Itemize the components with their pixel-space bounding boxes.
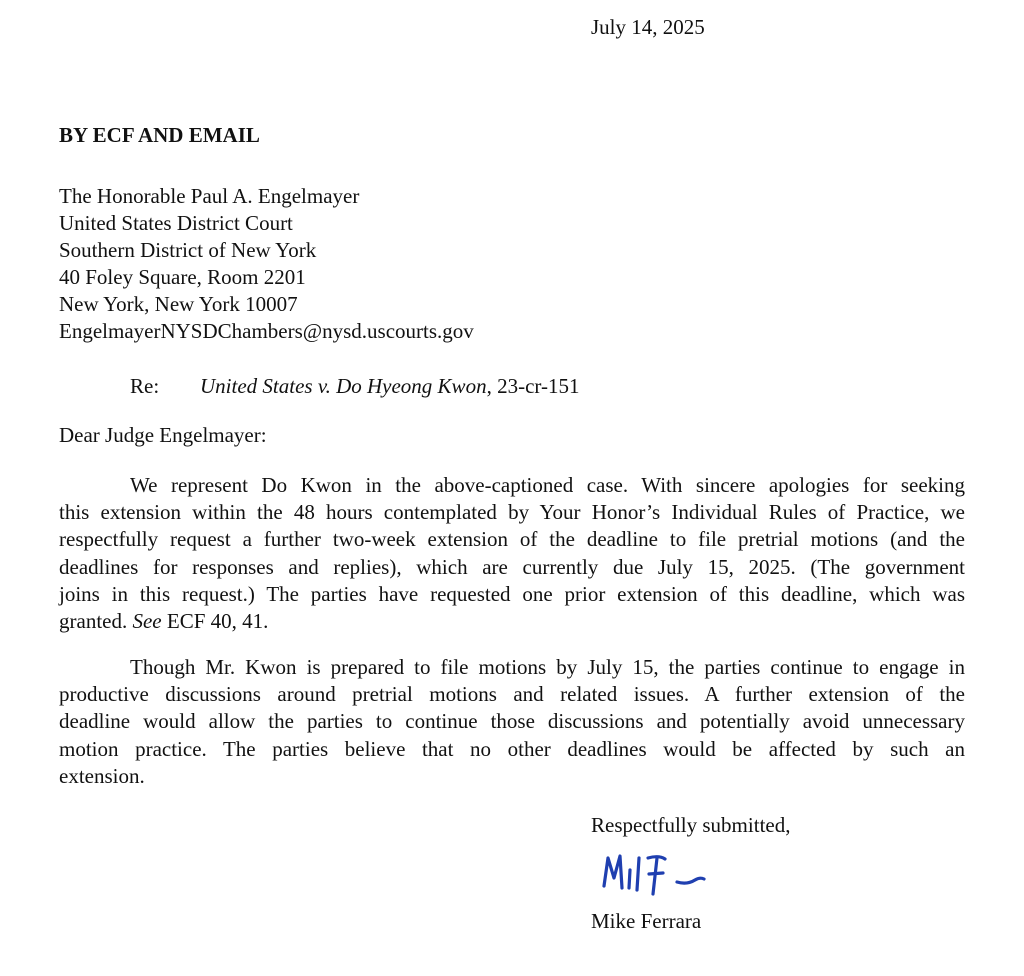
paragraph-text: ECF 40, 41.	[161, 609, 269, 634]
address-line-email: EngelmayerNYSDChambers@nysd.uscourts.gov	[59, 319, 474, 343]
body-paragraph-2	[59, 654, 965, 790]
paragraph-line: productive discussions around pretrial motions and related issues. A further extension of the	[59, 682, 965, 707]
closing: Respectfully submitted,	[591, 813, 791, 837]
paragraph-line: this extension within the 48 hours contemplated by Your Honor’s Individual Rules of Practice, we	[59, 500, 965, 525]
case-number: , 23-cr-151	[486, 374, 580, 398]
signer-name: Mike Ferrara	[591, 909, 702, 933]
paragraph-line: We represent Do Kwon in the above-captioned case. With sincere apologies for seeking	[130, 473, 965, 497]
handwritten-signature	[599, 846, 709, 898]
address-line-city: New York, New York 10007	[59, 292, 298, 316]
paragraph-line: joins in this request.) The parties have requested one prior extension of this deadline, which was	[59, 581, 965, 606]
see-signal: See	[132, 609, 162, 634]
address-line-court: United States District Court	[59, 211, 293, 235]
body-paragraph-1	[59, 472, 965, 635]
paragraph-line: extension.	[59, 763, 145, 788]
paragraph-line	[59, 608, 965, 635]
recipient-address	[59, 183, 474, 345]
case-name: United States v. Do Hyeong Kwon	[200, 374, 487, 398]
paragraph-line: motion practice. The parties believe that no other deadlines would be affected by such an	[59, 736, 965, 761]
paragraph-line: deadline would allow the parties to continue those discussions and potentially avoid unnecessary	[59, 709, 965, 734]
re-line	[130, 373, 579, 400]
letter-date: July 14, 2025	[591, 15, 705, 39]
address-line-district: Southern District of New York	[59, 238, 317, 262]
salutation: Dear Judge Engelmayer:	[59, 423, 267, 447]
paragraph-line: respectfully request a further two-week extension of the deadline to file pretrial motions (and the	[59, 527, 965, 552]
paragraph-line: deadlines for responses and replies), which are currently due July 15, 2025. (The government	[59, 554, 965, 579]
address-line-name: The Honorable Paul A. Engelmayer	[59, 184, 360, 208]
paragraph-text: granted.	[59, 609, 133, 634]
delivery-method: BY ECF AND EMAIL	[59, 123, 260, 147]
re-label: Re:	[130, 374, 160, 398]
paragraph-line: Though Mr. Kwon is prepared to file motions by July 15, the parties continue to engage in	[130, 655, 965, 679]
address-line-street: 40 Foley Square, Room 2201	[59, 265, 306, 289]
